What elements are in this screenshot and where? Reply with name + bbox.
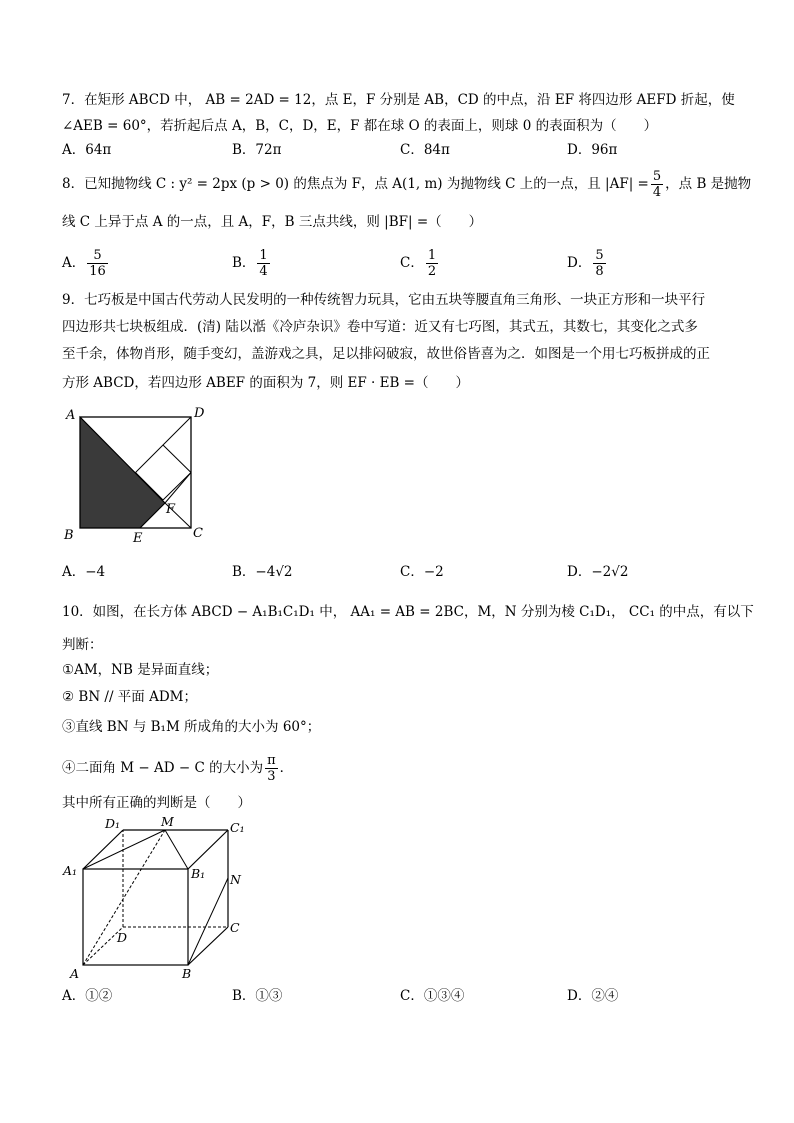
q9-line3: 至千余，体物肖形，随手变幻，盖游戏之具，足以排闷破寂，故世俗皆喜为之．如图是一个用七巧板拼成的正 bbox=[62, 346, 710, 362]
q9-line4: 方形 ABCD，若四边形 ABEF 的面积为 7，则 EF · EB =（ ） bbox=[62, 375, 469, 391]
q8-option-d bbox=[567, 248, 608, 279]
q7-line2: ∠AEB = 60°，若折起后点 A，B，C，D，E，F 都在球 O 的表面上，则球 0 的表面积为（ ） bbox=[62, 118, 658, 134]
q10-option-b: B．①③ bbox=[232, 988, 283, 1004]
q10-s4-post: ． bbox=[279, 760, 294, 776]
q10-option-a: A．①② bbox=[62, 988, 113, 1004]
q10-label-d: D bbox=[117, 930, 128, 945]
q9-option-d: D．−2√2 bbox=[567, 564, 629, 580]
q10-s4-pre: ④二面角 M − AD − C 的大小为 bbox=[62, 760, 264, 776]
q10-question: 其中所有正确的判断是（ ） bbox=[62, 795, 251, 811]
q9-label-b: B bbox=[64, 528, 74, 543]
q10-label-c1: C₁ bbox=[230, 820, 245, 835]
q8-option-a-den: 16 bbox=[89, 264, 106, 279]
q7-option-b: B．72π bbox=[232, 142, 282, 158]
q10-cuboid-figure bbox=[60, 812, 260, 982]
q10-s4-den: 3 bbox=[267, 769, 276, 784]
q9-line1: 9．七巧板是中国古代劳动人民发明的一种传统智力玩具，它由五块等腰直角三角形、一块正方形和一块平行 bbox=[62, 292, 706, 308]
q10-statement-1: ①AM，NB 是异面直线； bbox=[62, 662, 219, 678]
q8-option-b-label: B． bbox=[232, 255, 256, 271]
q8-option-a-label: A． bbox=[62, 255, 86, 271]
q10-option-d: D．②④ bbox=[567, 988, 619, 1004]
q8-line1-post: ，点 B 是抛物 bbox=[665, 176, 752, 192]
q8-line2: 线 C 上异于点 A 的一点，且 A，F，B 三点共线，则 |BF| =（ ） bbox=[62, 214, 483, 230]
q7-option-a: A．64π bbox=[62, 142, 112, 158]
q10-s4-fraction bbox=[265, 753, 278, 784]
q10-label-c: C bbox=[230, 920, 240, 935]
q10-statement-2: ② BN // 平面 ADM； bbox=[62, 689, 197, 705]
q10-label-a1: A₁ bbox=[63, 863, 78, 878]
q8-line1 bbox=[62, 168, 752, 200]
q9-label-a: A bbox=[66, 408, 76, 423]
q10-label-m: M bbox=[161, 814, 174, 829]
q10-statement-4 bbox=[62, 752, 742, 784]
q8-option-d-label: D． bbox=[567, 255, 592, 271]
q8-af-fraction bbox=[651, 169, 663, 200]
q8-option-c-label: C． bbox=[400, 255, 424, 271]
q9-option-a: A．−4 bbox=[62, 564, 106, 580]
q8-option-a bbox=[62, 248, 110, 279]
q9-shaded-region bbox=[80, 417, 165, 528]
q9-label-d: D bbox=[194, 406, 205, 421]
q8-option-c-fraction bbox=[426, 248, 438, 279]
q10-line1: 10．如图，在长方体 ABCD − A₁B₁C₁D₁ 中， AA₁ = AB = 2BC，M，N 分别为棱 C₁D₁， CC₁ 的中点，有以下 bbox=[62, 604, 754, 620]
q10-s4-num: π bbox=[267, 753, 276, 768]
q8-option-c bbox=[400, 248, 440, 279]
q8-option-b bbox=[232, 248, 272, 279]
q8-option-a-num: 5 bbox=[87, 248, 108, 264]
q9-option-b: B．−4√2 bbox=[232, 564, 293, 580]
q9-option-c: C．−2 bbox=[400, 564, 444, 580]
q9-label-e: E bbox=[133, 531, 143, 545]
q10-label-n: N bbox=[230, 872, 241, 887]
q8-option-d-fraction bbox=[593, 248, 605, 279]
q10-line2: 判断： bbox=[62, 637, 103, 653]
q8-option-c-num: 1 bbox=[427, 248, 437, 263]
q8-option-c-den: 2 bbox=[427, 264, 437, 279]
q9-tangram-figure bbox=[60, 405, 210, 545]
q8-af-num: 5 bbox=[652, 169, 662, 184]
q10-label-d1: D₁ bbox=[105, 816, 121, 831]
q7-line1: 7．在矩形 ABCD 中， AB = 2AD = 12，点 E，F 分别是 AB，CD 的中点，沿 EF 将四边形 AEFD 折起，使 bbox=[62, 92, 735, 108]
q10-label-b: B bbox=[182, 966, 192, 981]
q8-line1-pre: 8．已知抛物线 C : y² = 2px (p > 0) 的焦点为 F，点 A(1, m) 为抛物线 C 上的一点，且 |AF| = bbox=[62, 176, 649, 192]
q10-label-a: A bbox=[70, 966, 80, 981]
q7-option-c: C．84π bbox=[400, 142, 450, 158]
q8-af-den: 4 bbox=[652, 185, 662, 200]
q8-option-d-num: 5 bbox=[595, 248, 604, 263]
q8-option-a-fraction bbox=[87, 248, 108, 279]
q8-option-b-num: 1 bbox=[259, 248, 268, 263]
q8-option-b-den: 4 bbox=[259, 264, 268, 279]
q9-label-f: F bbox=[166, 502, 176, 517]
q10-label-b1: B₁ bbox=[191, 866, 206, 881]
q9-label-c: C bbox=[193, 526, 203, 541]
q10-statement-3: ③直线 BN 与 B₁M 所成角的大小为 60°； bbox=[62, 719, 321, 735]
q9-line2: 四边形共七块板组成．(清) 陆以湉《冷庐杂识》卷中写道：近又有七巧图，其式五，其数七，其变化之式多 bbox=[62, 319, 698, 335]
q10-option-c: C．①③④ bbox=[400, 988, 465, 1004]
q8-option-d-den: 8 bbox=[595, 264, 604, 279]
q7-option-d: D．96π bbox=[567, 142, 618, 158]
q8-option-b-fraction bbox=[257, 248, 269, 279]
